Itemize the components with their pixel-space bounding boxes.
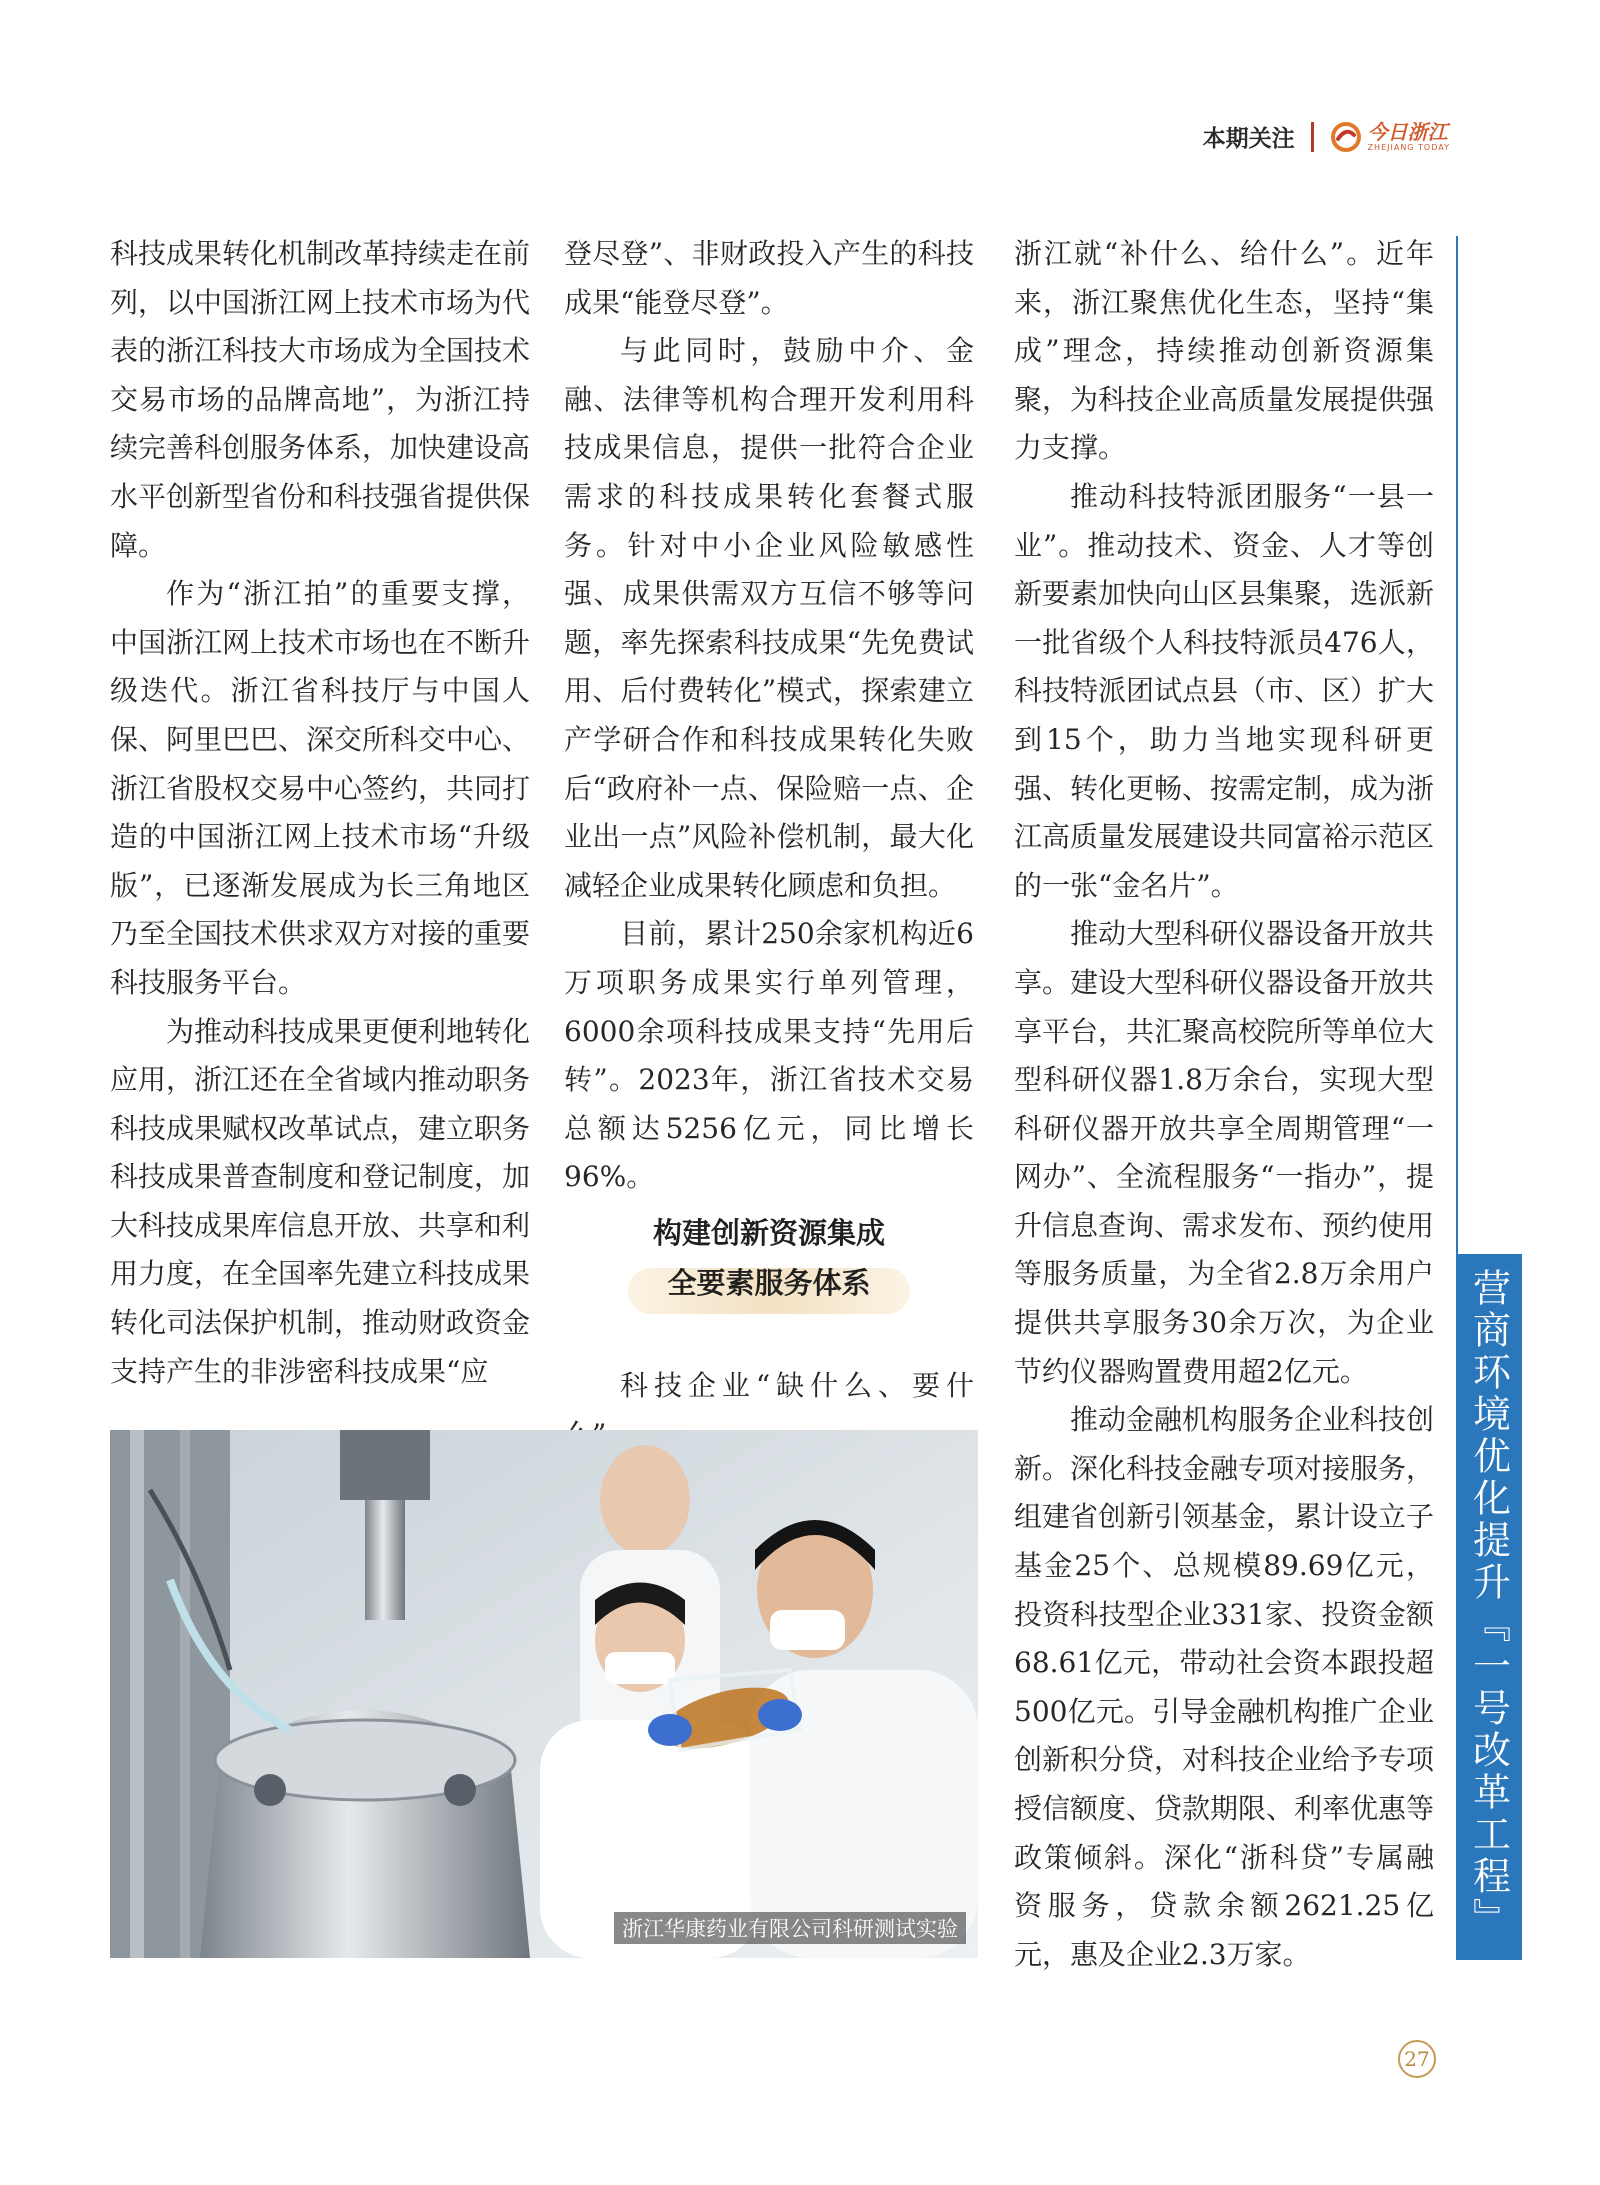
header-divider	[1311, 122, 1314, 152]
paragraph: 作为“浙江拍”的重要支撑，中国浙江网上技术市场也在不断升级迭代。浙江省科技厅与中国人保、阿里巴巴、深交所科交中心、浙江省股权交易中心签约，共同打造的中国浙江网上技术市场“升级版”，已逐渐发展成为长三角地区乃至全国技术供求双方对接的重要科技服务平台。	[110, 577, 531, 999]
banner-title: 营商环境优化提升『一号改革工程』	[1466, 1268, 1511, 1940]
photo-caption: 浙江华康药业有限公司科研测试实验	[614, 1912, 966, 1944]
lab-photo	[110, 1430, 978, 1958]
text-column-2	[564, 230, 974, 1202]
banner-rule	[1456, 236, 1458, 1254]
paragraph: 推动科技特派团服务“一县一业”。推动技术、资金、人才等创新要素加快向山区县集聚，选派新一批省级个人科技特派员476人，科技特派团试点县（市、区）扩大到15个，助力当地实现科研更强、转化更畅、按需定制，成为浙江高质量发展建设共同富裕示范区的一张“金名片”。	[1014, 479, 1435, 902]
side-banner	[1456, 1254, 1522, 1960]
section-subheading	[628, 1208, 910, 1308]
paragraph: 科技成果转化机制改革持续走在前列，以中国浙江网上技术市场为代表的浙江科技大市场成为全国技术交易市场的品牌高地”，为浙江持续完善科创服务体系，加快建设高水平创新型省份和科技强省提供保障。	[110, 237, 531, 562]
paragraph: 登尽登”、非财政投入产生的科技成果“能登尽登”。	[564, 237, 974, 319]
logo-swirl-icon	[1330, 121, 1362, 153]
page-header	[1203, 120, 1450, 153]
paragraph: 推动大型科研仪器设备开放共享。建设大型科研仪器设备开放共享平台，共汇聚高校院所等单位大型科研仪器1.8万余台，实现大型科研仪器开放共享全周期管理“一网办”、全流程服务“一指办”，提升信息查询、需求发布、预约使用等服务质量，为全省2.8万余用户提供共享服务30余万次，为企业节约仪器购置费用超2亿元。	[1014, 917, 1435, 1388]
logo-english-text: ZHEJIANG TODAY	[1367, 142, 1450, 152]
text-column-1	[110, 230, 530, 1396]
magazine-logo	[1330, 121, 1450, 153]
section-label: 本期关注	[1202, 126, 1295, 152]
paragraph: 与此同时，鼓励中介、金融、法律等机构合理开发利用科技成果信息，提供一批符合企业需求的科技成果转化套餐式服务。针对中小企业风险敏感性强、成果供需双方互信不够等问题，率先探索科技成果“先免费试用、后付费转化”模式，探索建立产学研合作和科技成果转化失败后“政府补一点、保险赔一点、企业出一点”风险补偿机制，最大化减轻企业成果转化顾虑和负担。	[564, 334, 974, 902]
paragraph: 科技企业“缺什么、要什	[620, 1369, 974, 1402]
page-number: 27	[1398, 2040, 1436, 2078]
subheading-line-1: 构建创新资源集成	[652, 1216, 885, 1250]
paragraph: 浙江就“补什么、给什么”。近年来，浙江聚焦优化生态，坚持“集成”理念，持续推动创新资源集聚，为科技企业高质量发展提供强力支撑。	[1014, 237, 1435, 465]
paragraph: 为推动科技成果更便利地转化应用，浙江还在全省域内推动职务科技成果赋权改革试点，建立职务科技成果普查制度和登记制度，加大科技成果库信息开放、共享和利用力度，在全国率先建立科技成果转化司法保护机制，推动财政资金支持产生的非涉密科技成果“应	[110, 1014, 531, 1388]
paragraph: 目前，累计250余家机构近6万项职务成果实行单列管理，6000余项科技成果支持“先用后转”。2023年，浙江省技术交易总额达5256亿元，同比增长96%。	[564, 917, 974, 1194]
logo-chinese-text: 今日浙江	[1367, 119, 1448, 144]
paragraph: 推动金融机构服务企业科技创新。深化科技金融专项对接服务，组建省创新引领基金，累计设立子基金25个、总规模89.69亿元，投资科技型企业331家、投资金额68.61亿元，带动社会资本跟投超500亿元。引导金融机构推广企业创新积分贷，对科技企业给予专项授信额度、贷款期限、利率优惠等政策倾斜。深化“浙科贷”专属融资服务，贷款余额2621.25亿元，惠及企业2.3万家。	[1014, 1403, 1435, 1971]
lab-photo-illustration	[110, 1430, 978, 1958]
subheading-line-2: 全要素服务体系	[667, 1266, 871, 1300]
text-column-3	[1014, 230, 1434, 1979]
